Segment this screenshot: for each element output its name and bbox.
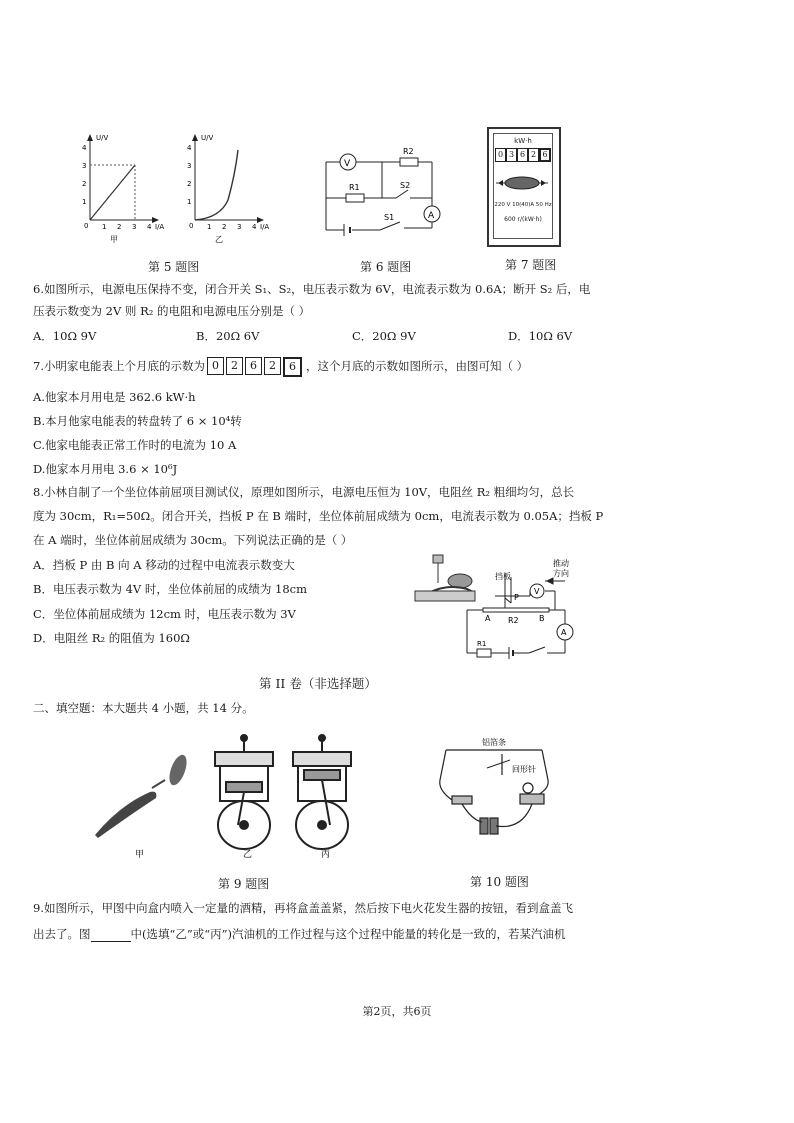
svg-text:R2: R2: [508, 616, 519, 625]
svg-text:推动: 推动: [553, 559, 569, 568]
svg-text:V: V: [344, 159, 351, 169]
figure-6-caption: 第 6 题图: [360, 260, 412, 274]
svg-text:1: 1: [82, 198, 87, 206]
graph-yi: [187, 134, 269, 244]
svg-text:S2: S2: [400, 181, 411, 190]
graph-jia-xlabel: I/A: [155, 223, 165, 231]
svg-text:1: 1: [102, 223, 107, 231]
q7-stem: 7.小明家电能表上个月底的示数为 0 2 6 2 6 ，这个月底的示数如图所示，由图可知（ ）: [33, 357, 528, 377]
svg-text:4: 4: [82, 144, 87, 152]
svg-text:2: 2: [117, 223, 122, 231]
svg-text:4: 4: [252, 223, 257, 231]
q6-option-b[interactable]: B．20Ω 6V: [196, 329, 260, 343]
svg-text:4: 4: [147, 223, 152, 231]
svg-text:B: B: [539, 614, 545, 623]
figure-10: [432, 730, 562, 855]
graph-jia-label: 甲: [110, 235, 118, 244]
q8-option-a[interactable]: A．挡板 P 由 B 向 A 移动的过程中电流表示数变大: [33, 558, 295, 572]
svg-text:A: A: [561, 628, 567, 637]
svg-text:S1: S1: [384, 213, 395, 222]
q8-option-b[interactable]: B．电压表示数为 4V 时，坐位体前屈的成绩为 18cm: [33, 582, 308, 596]
figure-9: [80, 730, 380, 865]
svg-text:1: 1: [207, 223, 212, 231]
svg-text:3: 3: [237, 223, 242, 231]
q8-stem-line3: 在 A 端时，坐位体前屈成绩为 30cm。下列说法正确的是（ ）: [33, 533, 353, 547]
q6-stem-line2: 压表示数变为 2V 则 R₂ 的电阻和电源电压分别是（ ）: [33, 304, 311, 318]
svg-text:P: P: [514, 593, 519, 602]
figure-5-graphs: [75, 130, 270, 245]
svg-text:丙: 丙: [321, 850, 331, 860]
figure-5-caption: 第 5 题图: [148, 260, 200, 274]
graph-jia: [82, 134, 164, 244]
q6-option-d[interactable]: D．10Ω 6V: [508, 329, 573, 343]
svg-text:R2: R2: [403, 147, 414, 156]
svg-text:甲: 甲: [135, 850, 145, 860]
figure-6-circuit: [320, 140, 450, 240]
section-2-title: 第 II 卷（非选择题）: [259, 676, 377, 691]
svg-text:V: V: [534, 587, 540, 596]
graph-yi-ylabel: U/V: [201, 134, 214, 142]
person-sketch: [415, 555, 475, 601]
q9-stem-line1: 9.如图所示，甲图中向盒内喷入一定量的酒精，再将盒盖盖紧，然后按下电火花发生器的按钮，看到盒盖飞: [33, 901, 573, 915]
fig9-bing-engine: [293, 735, 351, 849]
q7-option-d[interactable]: D.他家本月用电 3.6 × 10⁶J: [33, 462, 178, 476]
q7-meter-reading: 0 2 6 2 6: [207, 357, 304, 377]
q9-answer-blank[interactable]: [91, 929, 131, 942]
svg-text:4: 4: [187, 144, 192, 152]
q9-stem-line2: 出去了。图 中(选填“乙”或“丙”)汽油机的工作过程与这个过程中能量的转化是一致的，若某汽油机: [33, 927, 566, 941]
page-footer: 第2页，共6页: [362, 1005, 432, 1018]
q6-option-a[interactable]: A．10Ω 9V: [33, 329, 97, 343]
q7-option-b[interactable]: B.本月他家电能表的转盘转了 6 × 10⁴转: [33, 414, 242, 428]
figure-9-caption: 第 9 题图: [218, 877, 270, 891]
fig9-yi-engine: [215, 735, 273, 849]
svg-text:0: 0: [189, 222, 194, 230]
svg-text:2: 2: [82, 180, 87, 188]
svg-text:乙: 乙: [243, 850, 253, 860]
meter-digits: 0 3 6 2 6: [494, 148, 552, 162]
svg-text:0: 0: [84, 222, 89, 230]
q7-option-c[interactable]: C.他家电能表正常工作时的电流为 10 A: [33, 438, 237, 452]
section-2-intro: 二、填空题：本大题共 4 小题，共 14 分。: [33, 701, 254, 715]
meter-spec: 220 V 10(40)A 50 Hz: [494, 202, 552, 208]
figure-7-meter: [487, 127, 561, 247]
q6-option-c[interactable]: C．20Ω 9V: [352, 329, 416, 343]
svg-text:2: 2: [222, 223, 227, 231]
graph-jia-ylabel: U/V: [96, 134, 109, 142]
graph-yi-curve: [195, 150, 238, 220]
svg-text:3: 3: [187, 162, 192, 170]
graph-yi-label: 乙: [215, 235, 223, 244]
meter-rev: 600 r/(kW·h): [504, 216, 542, 223]
q6-stem-line1: 6.如图所示，电源电压保持不变，闭合开关 S₁、S₂，电压表示数为 6V，电流表示数为 0.6A；断开 S₂ 后，电: [33, 282, 591, 296]
svg-text:铝箔条: 铝箔条: [482, 738, 506, 747]
svg-text:R1: R1: [349, 183, 360, 192]
svg-text:方向: 方向: [553, 569, 569, 578]
figure-7-caption: 第 7 题图: [505, 258, 557, 272]
q8-option-d[interactable]: D．电阻丝 R₂ 的阻值为 160Ω: [33, 631, 190, 645]
figure-8-device: [405, 553, 580, 665]
q8-stem-line1: 8.小林自制了一个坐位体前屈项目测试仪，原理如图所示，电源电压恒为 10V，电阻丝 R₂ 粗细均匀，总长: [33, 485, 575, 499]
q8-stem-line2: 度为 30cm，R₁=50Ω。闭合开关，挡板 P 在 B 端时，坐位体前屈成绩为 0cm，电流表示数为 0.05A；挡板 P: [33, 509, 604, 523]
svg-text:R1: R1: [477, 640, 487, 648]
meter-unit: kW·h: [514, 137, 532, 145]
q7-option-a[interactable]: A.他家本月用电是 362.6 kW·h: [33, 390, 196, 404]
svg-text:1: 1: [187, 198, 192, 206]
meter-disc: [494, 166, 550, 200]
graph-yi-xlabel: I/A: [260, 223, 270, 231]
figure-10-caption: 第 10 题图: [470, 875, 529, 889]
svg-text:回形针: 回形针: [512, 765, 536, 774]
svg-text:A: A: [485, 614, 491, 623]
fig9-jia-sketch: [95, 753, 190, 838]
svg-text:2: 2: [187, 180, 192, 188]
svg-text:3: 3: [82, 162, 87, 170]
graph-jia-line: [90, 165, 135, 220]
svg-text:挡板: 挡板: [495, 572, 511, 581]
svg-text:3: 3: [132, 223, 137, 231]
q8-option-c[interactable]: C．坐位体前屈成绩为 12cm 时，电压表示数为 3V: [33, 607, 296, 621]
svg-text:A: A: [428, 211, 435, 221]
